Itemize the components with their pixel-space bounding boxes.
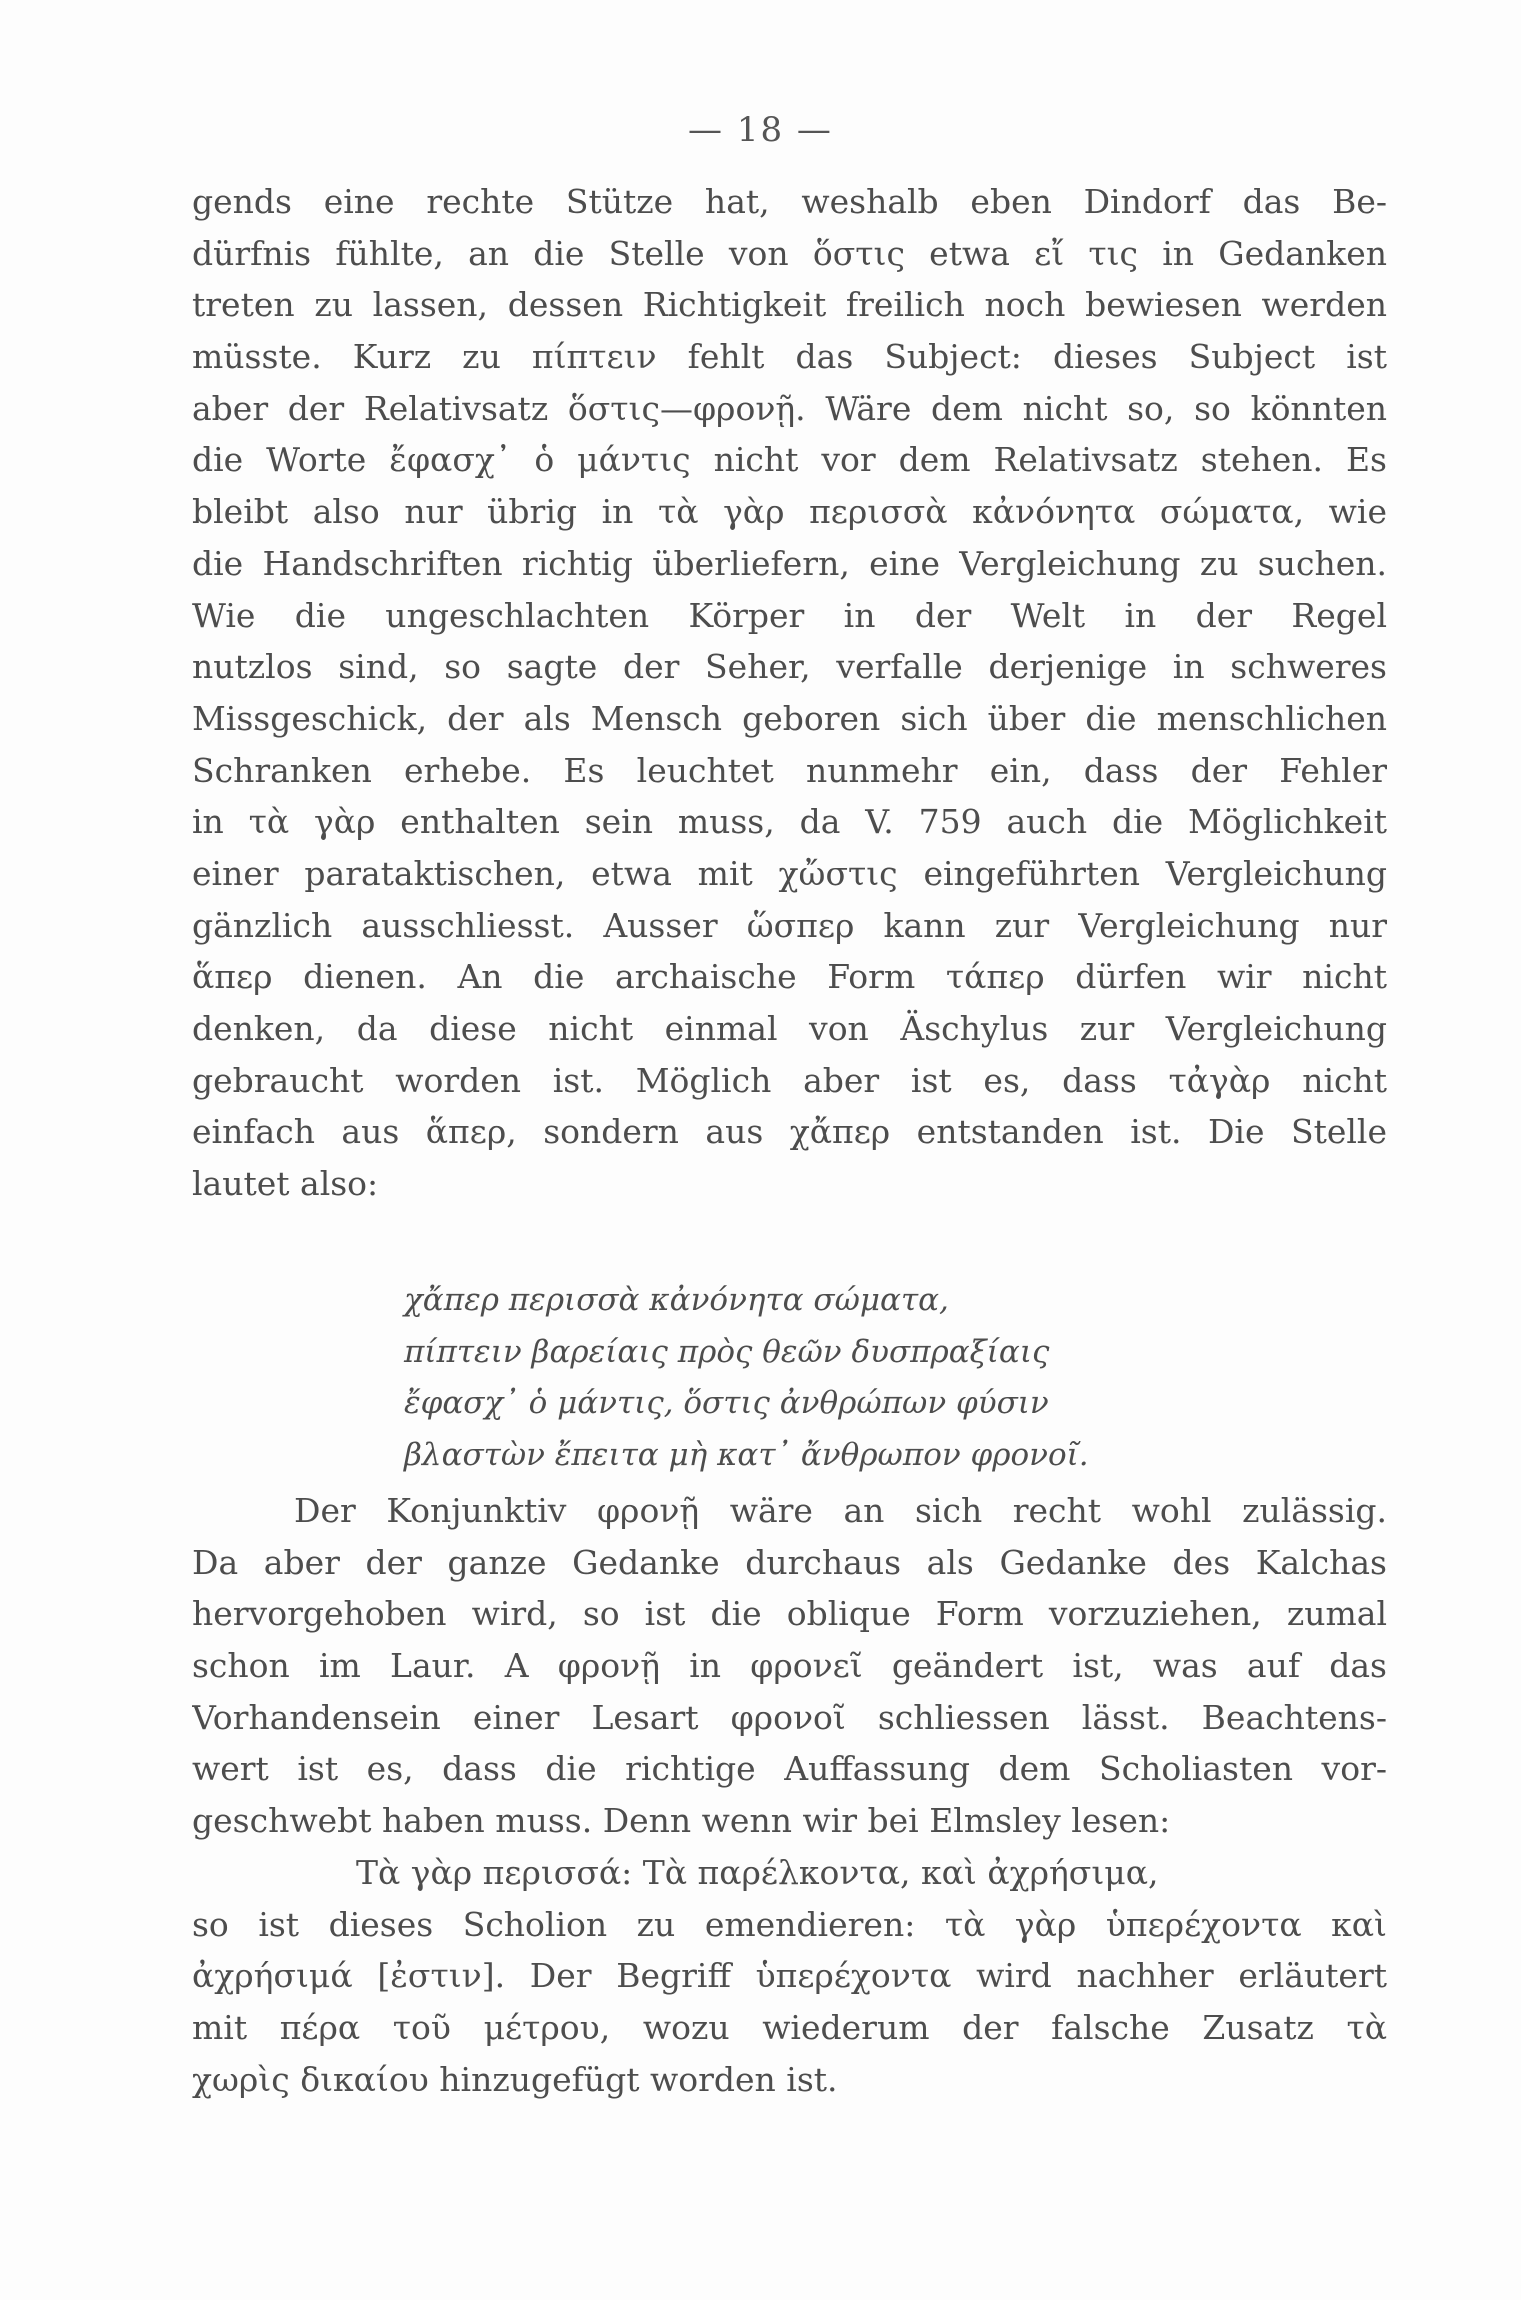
verse-line: βλαστὼν ἔπειτα μὴ κατ᾽ ἄνθρωπον φρονοῖ. [404, 1437, 1089, 1474]
text-line: einer parataktischen, etwa mit χὤστις eingeführten Vergleichung [192, 853, 1387, 893]
verse-line: χἄπερ περισσὰ κἀνόνητα σώματα, [404, 1282, 949, 1318]
text-line: gänzlich ausschliesst. Ausser ὥσπερ kann zur Vergleichung nur [192, 905, 1387, 945]
text-line: so ist dieses Scholion zu emendieren: τὰ γὰρ ὑπερέχοντα καὶ [192, 1904, 1387, 1944]
scholion-quote: Τὰ γὰρ περισσά: Τὰ παρέλκοντα, καὶ ἀχρήσιμα, [356, 1852, 1159, 1892]
text-line: Schranken erhebe. Es leuchtet nunmehr ein, dass der Fehler [192, 750, 1387, 790]
greek-verse-quotation [404, 1275, 1304, 1482]
text-line: lautet also: [192, 1164, 379, 1204]
text-line: denken, da diese nicht einmal von Äschylus zur Vergleichung [192, 1009, 1387, 1048]
text-line: in τὰ γὰρ enthalten sein muss, da V. 759 auch die Möglichkeit [192, 802, 1387, 842]
text-line: mit πέρα τοῦ μέτρου, wozu wiederum der falsche Zusatz τὰ [192, 2007, 1387, 2047]
text-line: dürfnis fühlte, an die Stelle von ὅστις etwa εἴ τις in Gedanken [192, 233, 1387, 273]
text-line: treten zu lassen, dessen Richtigkeit freilich noch bewiesen werden [192, 285, 1387, 325]
text-line: Da aber der ganze Gedanke durchaus als Gedanke des Kalchas [192, 1542, 1387, 1582]
text-line: Vorhandensein einer Lesart φρονοῖ schliessen lässt. Beachtens- [192, 1697, 1387, 1737]
text-line: müsste. Kurz zu πίπτειν fehlt das Subject: dieses Subject ist [192, 337, 1387, 377]
verse-line: πίπτειν βαρείαις πρὸς θεῶν δυσπραξίαις [404, 1333, 1050, 1370]
text-line: gends eine rechte Stütze hat, weshalb eben Dindorf das Be- [192, 182, 1387, 221]
text-line: geschwebt haben muss. Denn wenn wir bei Elmsley lesen: [192, 1801, 1171, 1841]
text-line: nutzlos sind, so sagte der Seher, verfalle derjenige in schweres [192, 647, 1387, 687]
text-line: die Worte ἔφασχ᾽ ὁ μάντις nicht vor dem Relativsatz stehen. Es [192, 440, 1387, 480]
text-line: ἀχρήσιμά [ἐστιν]. Der Begriff ὑπερέχοντα wird nachher erläutert [192, 1956, 1387, 1996]
text-line: aber der Relativsatz ὅστις—φρονῇ. Wäre dem nicht so, so könnten [192, 388, 1387, 428]
text-line: schon im Laur. A φρονῇ in φρονεῖ geändert ist, was auf das [192, 1646, 1387, 1686]
text-line: bleibt also nur übrig in τὰ γὰρ περισσὰ κἀνόνητα σώματα, wie [192, 492, 1387, 532]
text-line: Wie die ungeschlachten Körper in der Welt in der Regel [192, 595, 1387, 635]
paragraph-1 [192, 176, 1387, 1210]
verse-line: ἔφασχ᾽ ὁ μάντις, ὅστις ἀνθρώπων φύσιν [404, 1385, 1049, 1422]
text-line: Missgeschick, der als Mensch geboren sich über die menschlichen [192, 698, 1387, 738]
text-line: einfach aus ἅπερ, sondern aus χἄπερ entstanden ist. Die Stelle [192, 1112, 1387, 1152]
text-line: Der Konjunktiv φρονῇ wäre an sich recht wohl zulässig. [294, 1491, 1387, 1530]
text-line: gebraucht worden ist. Möglich aber ist es, dass τἀγὰρ nicht [192, 1060, 1387, 1100]
text-line: ἅπερ dienen. An die archaische Form τάπερ dürfen wir nicht [192, 957, 1387, 997]
page-number: — 18 — [688, 110, 833, 150]
text-line: χωρὶς δικαίου hinzugefügt worden ist. [192, 2059, 838, 2099]
text-line: die Handschriften richtig überliefern, eine Vergleichung zu suchen. [192, 543, 1387, 583]
paragraph-2 [192, 1485, 1387, 2105]
text-line: hervorgehoben wird, so ist die oblique Form vorzuziehen, zumal [192, 1594, 1387, 1634]
text-line: wert ist es, dass die richtige Auffassung dem Scholiasten vor- [192, 1749, 1387, 1789]
